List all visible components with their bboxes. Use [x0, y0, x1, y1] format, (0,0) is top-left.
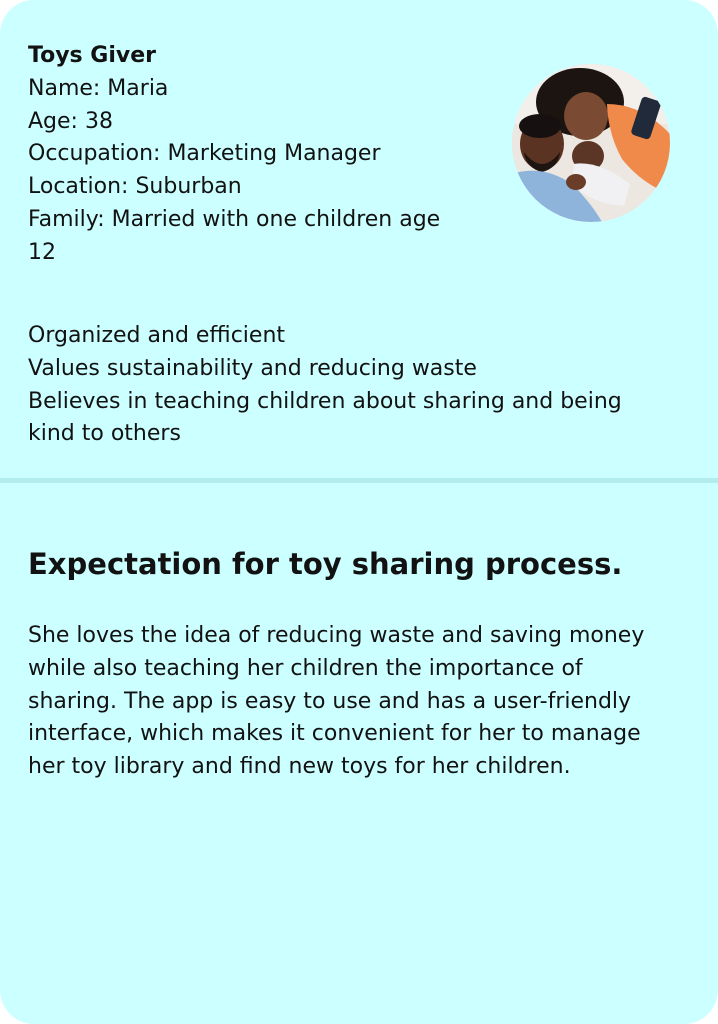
- trait-item: Believes in teaching children about sharing and being kind to others: [28, 388, 622, 447]
- persona-location: Location: Suburban: [28, 174, 242, 200]
- persona-occupation: Occupation: Marketing Manager: [28, 141, 381, 167]
- expectation-heading: Expectation for toy sharing process.: [28, 547, 623, 581]
- family-photo-avatar: [512, 64, 670, 222]
- persona-role: Toys Giver: [28, 43, 157, 68]
- persona-name: Name: Maria: [28, 75, 169, 101]
- persona-traits: [28, 320, 668, 451]
- expectation-description: She loves the idea of reducing waste and saving money while also teaching her children the importance of sharing. The app is easy to use and has a user-friendly interface, which makes it convenient for her to manage her toy library and find new toys for her children.: [28, 623, 645, 780]
- trait-item: Organized and efficient: [28, 323, 286, 348]
- trait-item: Values sustainability and reducing waste: [28, 355, 477, 381]
- persona-family: Family: Married with one children age 12: [28, 206, 441, 265]
- persona-age: Age: 38: [28, 108, 113, 134]
- persona-profile: [28, 40, 498, 270]
- section-divider: [0, 478, 718, 483]
